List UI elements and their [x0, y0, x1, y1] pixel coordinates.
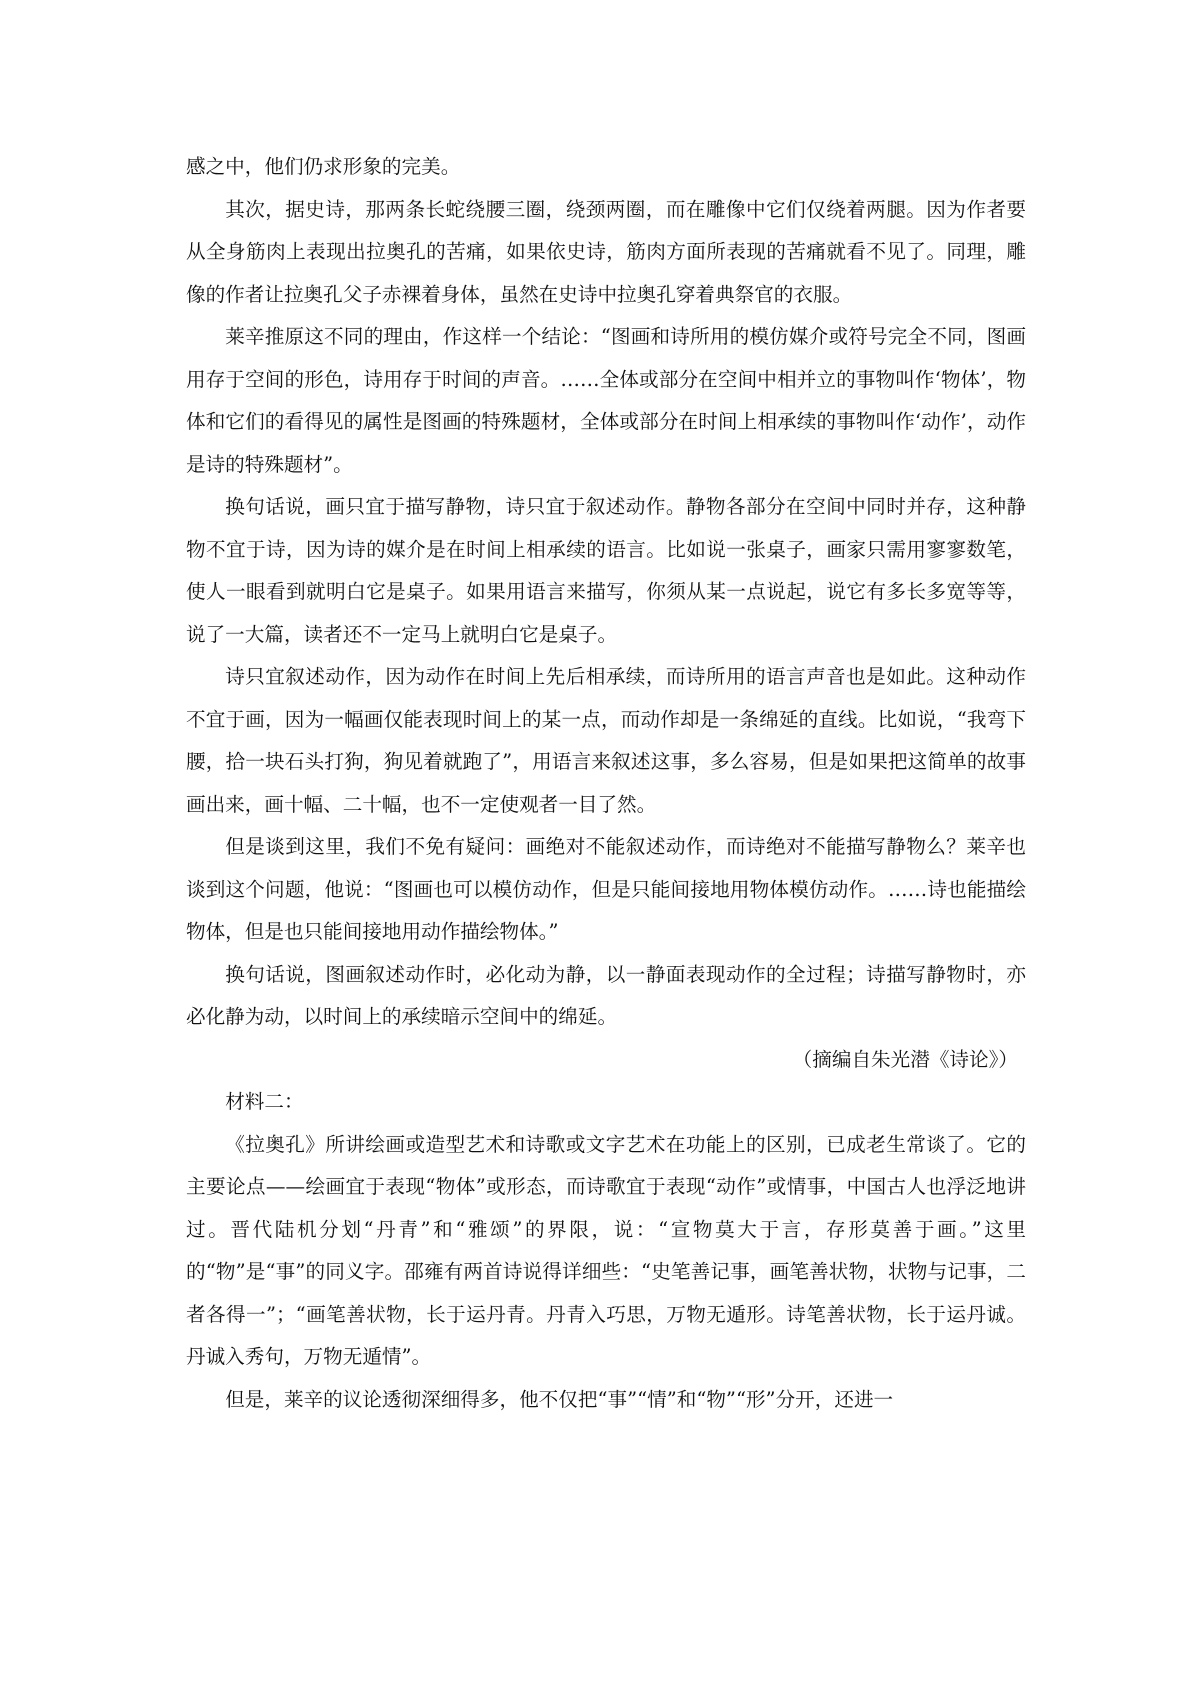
paragraph-6: 但是谈到这里，我们不免有疑问：画绝对不能叙述动作，而诗绝对不能描写静物么？莱辛也谈到这个问题，他说：“图画也可以模仿动作，但是只能间接地用物体模仿动作。……诗也能描绘物体，但是也只能间接地用动作描绘物体。” [186, 835, 1026, 943]
paragraph-7: 换句话说，图画叙述动作时，必化动为静，以一静面表现动作的全过程；诗描写静物时，亦必化静为动，以时间上的承续暗示空间中的绵延。 [186, 962, 1026, 1028]
paragraph-4: 换句话说，画只宜于描写静物，诗只宜于叙述动作。静物各部分在空间中同时并存，这种静物不宜于诗，因为诗的媒介是在时间上相承续的语言。比如说一张桌子，画家只需用寥寥数笔，使人一眼看到就明白它是桌子。如果用语言来描写，你须从某一点说起，说它有多长多宽等等，说了一大篇，读者还不一定马上就明白它是桌子。 [186, 495, 1026, 646]
paragraph-1: 感之中，他们仍求形象的完美。 [186, 155, 461, 178]
document-page [186, 146, 1026, 1421]
paragraph-5: 诗只宜叙述动作，因为动作在时间上先后相承续，而诗所用的语言声音也是如此。这种动作不宜于画，因为一幅画仅能表现时间上的某一点，而动作却是一条绵延的直线。比如说，“我弯下腰，拾一块石头打狗，狗见着就跑了”，用语言来叙述这事，多么容易，但是如果把这简单的故事画出来，画十幅、二十幅，也不一定使观者一目了然。 [186, 665, 1026, 816]
paragraph-3: 莱辛推原这不同的理由，作这样一个结论：“图画和诗所用的模仿媒介或符号完全不同，图画用存于空间的形色，诗用存于时间的声音。……全体或部分在空间中相并立的事物叫作‘物体’，物体和它们的看得见的属性是图画的特殊题材，全体或部分在时间上相承续的事物叫作‘动作’，动作是诗的特殊题材”。 [186, 325, 1026, 476]
material-two-paragraph-2: 但是，莱辛的议论透彻深细得多，他不仅把“事”“情”和“物”“形”分开，还进一 [225, 1387, 894, 1411]
source-citation: （摘编自朱光潜《诗论》） [792, 1047, 1018, 1071]
material-two-paragraph-1: 《拉奥孔》所讲绘画或造型艺术和诗歌或文字艺术在功能上的区别，已成老生常谈了。它的主要论点——绘画宜于表现“物体”或形态，而诗歌宜于表现“动作”或情事，中国古人也浮泛地讲过。晋代陆机分划“丹青”和“雅颂”的界限，说：“宣物莫大于言，存形莫善于画。”这里的“物”是“事”的同义字。邵雍有两首诗说得详细些：“史笔善记事，画笔善状物，状物与记事，二者各得一”；“画笔善状物，长于运丹青。丹青入巧思，万物无遁形。诗笔善状物，长于运丹诚。丹诚入秀句，万物无遁情”。 [186, 1132, 1026, 1368]
paragraph-2: 其次，据史诗，那两条长蛇绕腰三圈，绕颈两圈，而在雕像中它们仅绕着两腿。因为作者要从全身筋肉上表现出拉奥孔的苦痛，如果依史诗，筋肉方面所表现的苦痛就看不见了。同理，雕像的作者让拉奥孔父子赤裸着身体，虽然在史诗中拉奥孔穿着典祭官的衣服。 [186, 197, 1026, 306]
material-two-heading: 材料二： [225, 1090, 304, 1113]
